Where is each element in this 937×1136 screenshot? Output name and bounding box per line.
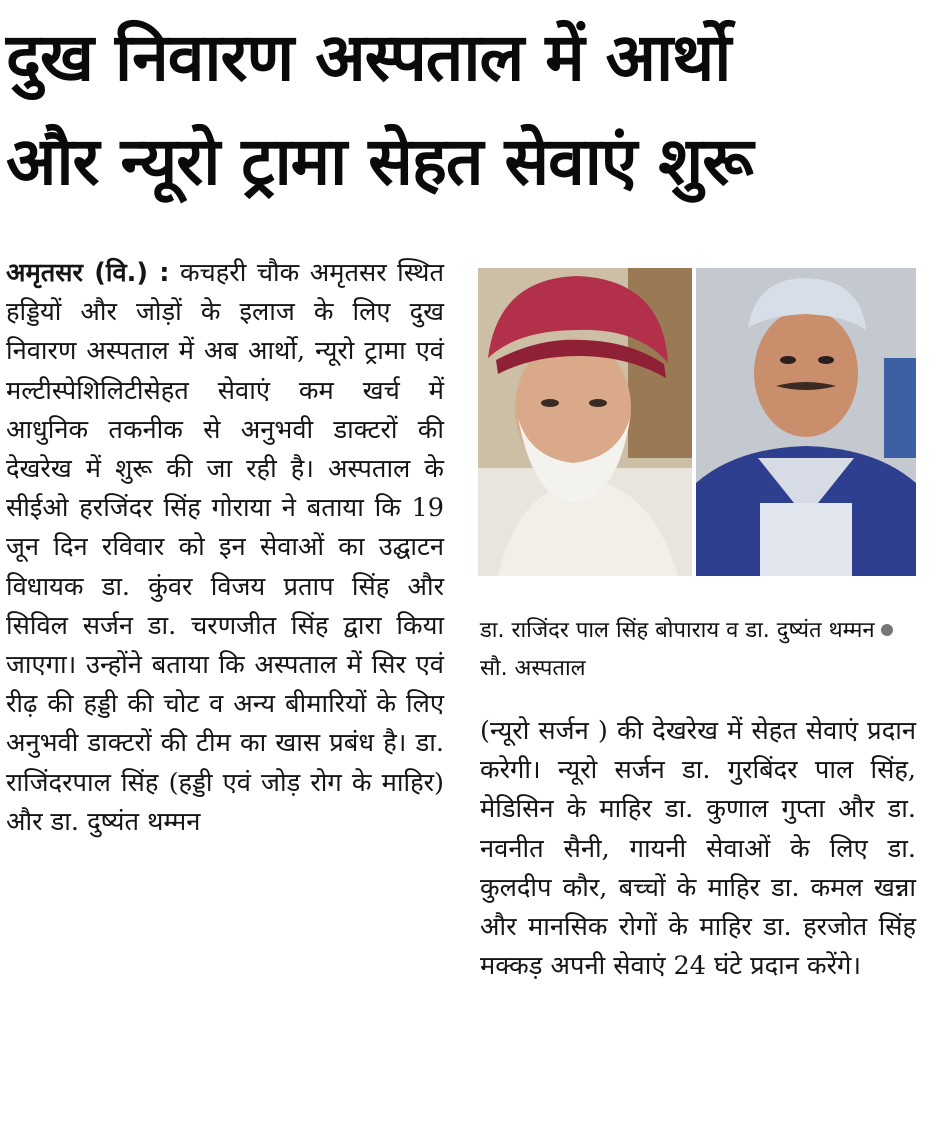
- caption-names: डा. राजिंदर पाल सिंह बोपाराय व डा. दुष्यंत थम्मन: [480, 618, 875, 643]
- photos: [478, 268, 916, 576]
- dateline: अमृतसर (वि.) :: [6, 258, 170, 288]
- portrait-drawing-1: [478, 268, 692, 576]
- photo-elderly-doctor-turban: [478, 268, 692, 576]
- article-body-right-column: [480, 712, 916, 986]
- portrait-drawing-2: [696, 268, 916, 576]
- article-body-left-column: [6, 254, 444, 842]
- headline: [6, 6, 931, 214]
- photo-doctor-scrubs: [696, 268, 916, 576]
- photo-credit: सौ. अस्पताल: [480, 656, 586, 681]
- bullet-dot-icon: [881, 624, 893, 636]
- article-body-right-text: (न्यूरो सर्जन ) की देखरेख में सेहत सेवाएं प्रदान करेगी। न्यूरो सर्जन डा. गुरबिंदर पाल सिंह, मेडिसिन के माहिर डा. कुणाल गुप्ता और डा. नवनीत सैनी, गायनी सेवाओं के लिए डा. कुलदीप कौर, बच्चों के माहिर डा. कमल खन्ना और मानसिक रोगों के माहिर डा. हरजोत सिंह मक्कड़ अपनी सेवाएं 24 घंटे प्रदान करेंगे।: [480, 716, 916, 982]
- headline-line-2: और न्यूरो ट्रामा सेहत सेवाएं शुरू: [6, 123, 753, 200]
- article-body-left-text: कचहरी चौक अमृतसर स्थित हड्डियों और जोड़ों के इलाज के लिए दुख निवारण अस्पताल में अब आर्थो, न्यूरो ट्रामा एवं मल्टीस्पेशिलिटीसेहत सेवाएं कम खर्च में आधुनिक तकनीक से अनुभवी डाक्टरों की देखरेख में शुरू की जा रही है। अस्पताल के सीईओ हरजिंदर सिंह गोराया ने बताया कि 19 जून दिन रविवार को इन सेवाओं का उद्घाटन विधायक डा. कुंवर विजय प्रताप सिंह और सिविल सर्जन डा. चरणजीत सिंह द्वारा किया जाएगा। उन्होंने बताया कि अस्पताल में सिर एवं रीढ़ की हड्डी की चोट व अन्य बीमारियों के लिए अनुभवी डाक्टरों की टीम का खास प्रबंध है। डा. राजिंदरपाल सिंह (हड्डी एवं जोड़ रोग के माहिर) और डा. दुष्यंत थम्मन: [6, 258, 444, 837]
- headline-line-1: दुख निवारण अस्पताल में आर्थो: [6, 19, 731, 96]
- photo-caption: [480, 612, 918, 688]
